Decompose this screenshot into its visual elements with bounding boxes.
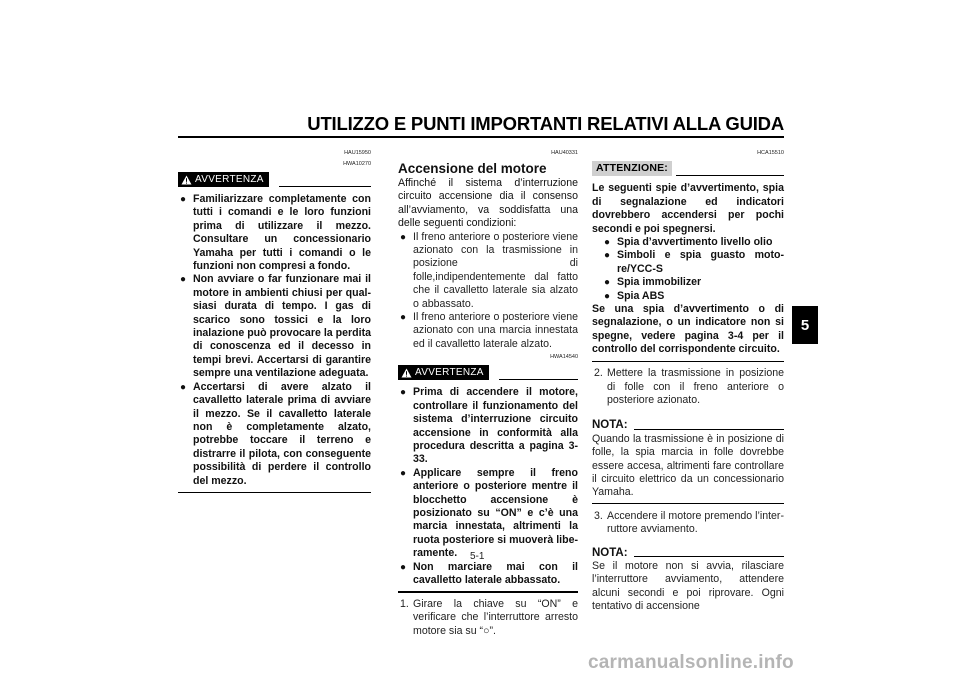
page-number: 5-1 — [470, 551, 485, 562]
warning-badge — [178, 172, 269, 187]
indicator-item: ● Spia immobilizer — [604, 276, 702, 289]
section-end-rule — [178, 492, 371, 494]
title-rule — [178, 136, 784, 138]
bullet-icon: ● — [180, 274, 187, 286]
watermark[interactable]: carmanualsonline.info — [588, 652, 794, 673]
condition-item: ● Il freno anteriore o posteriore viene azionato con la trasmissione in posizione di folle,indipendentemente dal fatto che il cavalletto laterale sia alzato o abbassato. — [400, 230, 578, 310]
intro-paragraph: Affinché il sistema d’interruzione circuito accensione dia il consenso all’avviamento, va soddisfatta una delle seguenti condizioni: — [398, 177, 578, 230]
bullet-icon: ● — [180, 381, 187, 393]
attention-header — [592, 161, 784, 176]
nota-label: NOTA: — [592, 546, 628, 559]
ref-code: HWA14540 — [550, 354, 578, 361]
nota-header — [592, 547, 784, 560]
indicator-item: ● Spia d’avvertimento livello olio — [604, 236, 773, 249]
bullet-icon: ● — [180, 194, 187, 205]
bullet-icon: ● — [604, 277, 611, 289]
warning-triangle-icon — [181, 175, 192, 185]
bullet-icon: ● — [400, 467, 407, 479]
warning-item: ● Applicare sempre il freno anteriore o posteriore mentre il blocchetto accensione è posizionato su “ON” e c’è una marcia innestata, altrimenti la ruota posteriore si muoverà liberamente. — [400, 466, 578, 560]
warning-item: ● Non marciare mai con il cavalletto laterale abbassato. — [400, 560, 578, 586]
warning-label: AVVERTENZA — [195, 173, 264, 185]
section-end-rule — [592, 361, 784, 363]
column-middle — [398, 150, 578, 638]
attention-intro: Le seguenti spie d’avvertimento, spia di segnalazione ed indicatori dovrebbero accendersi per pochi secondi e poi spegnersi. — [592, 182, 784, 235]
nota-end-rule — [592, 503, 784, 504]
warning-badge — [398, 365, 489, 380]
warning-item: ● Non avviare o far funzionare mai il motore in ambienti chiusi per qualsiasi durata di tempo. I gas di scarico sono tossici e la loro inalazione può provocare la perdita di conoscenza ed il decesso in tempi brevi. Accertarsi di garantire sempre una ventilazione adeguata. — [180, 273, 371, 380]
bullet-icon: ● — [400, 387, 407, 399]
warning-item: ● Familiarizzare completamente con tutti i comandi e le loro funzioni prima di utilizzare il mezzo. Consultare un concessionario Yamaha per tutti i comandi o le funzioni non compresi a fondo. — [180, 193, 371, 273]
nota-label: NOTA: — [592, 419, 628, 432]
nota-text: Quando la trasmissione è in posizione di folle, la spia marcia in folle dovrebbe essere accesa, altrimenti fare controllare il circuito elettrico da un concessionario Yamaha. — [592, 432, 784, 499]
warning-header — [178, 172, 371, 187]
attention-badge: ATTENZIONE: — [592, 161, 672, 176]
ref-code: HCA15510 — [757, 150, 784, 156]
step-item: 3. Accendere il motore premendo l’interruttore avviamento. — [594, 509, 784, 536]
bullet-icon: ● — [400, 231, 407, 243]
warning-item: ● Prima di accendere il motore, controllare il funzionamento del sistema d’interruzione circuito accensione in conformità alla procedura descritta a pagina 3-33. — [400, 386, 578, 466]
bullet-icon: ● — [604, 290, 611, 302]
attention-outro: Se una spia d’avvertimento o di segnalazione, o un indicatore non si spegne, vedere pagina 3-4 per il controllo del corrispondente circuito. — [592, 303, 784, 356]
bullet-icon: ● — [400, 312, 407, 324]
bullet-icon: ● — [400, 561, 407, 573]
indicator-item: ● Simboli e spia guasto motore/YCC-S — [604, 249, 784, 275]
bullet-icon: ● — [604, 237, 611, 249]
section-end-rule — [398, 591, 578, 593]
nota-header — [592, 419, 784, 432]
section-heading: Accensione del motore — [398, 161, 547, 176]
step-item: 1. Girare la chiave su “ON” e verificare che l’interruttore arresto motore sia su “○”. — [400, 597, 578, 637]
page-title: UTILIZZO E PUNTI IMPORTANTI RELATIVI ALLA GUIDA — [307, 113, 784, 134]
step-item: 2. Mettere la trasmissione in posizione di folle con il freno anteriore o posteriore azionato. — [594, 367, 784, 406]
ref-code: HAU40331 — [551, 150, 578, 156]
engine-stop-symbol-icon: ○ — [483, 624, 490, 637]
column-left — [178, 150, 371, 493]
condition-item: ● Il freno anteriore o posteriore viene azionato con una marcia innestata ed il cavalletto laterale alzato. — [400, 311, 578, 350]
ref-code: HAU15950 — [344, 150, 371, 156]
chapter-tab[interactable]: 5 — [792, 306, 818, 344]
warning-header — [398, 365, 578, 380]
warning-label: AVVERTENZA — [415, 367, 484, 379]
indicator-item: ● Spia ABS — [604, 289, 665, 302]
ref-code: HWA10270 — [343, 161, 371, 167]
warning-triangle-icon — [401, 368, 412, 378]
nota-text: Se il motore non si avvia, rilasciare l’interruttore avviamento, attendere alcuni secondi e poi riprovare. Ogni tentativo di accensione — [592, 560, 784, 613]
column-right — [592, 150, 784, 614]
bullet-icon: ● — [604, 250, 611, 262]
warning-item: ● Accertarsi di avere alzato il cavalletto laterale prima di avviare il mezzo. Se il cavalletto laterale non è completamente alzato, potrebbe toccare il terreno e distrarre il pilota, con conseguente possibilità di perdere il controllo del mezzo. — [180, 380, 371, 487]
